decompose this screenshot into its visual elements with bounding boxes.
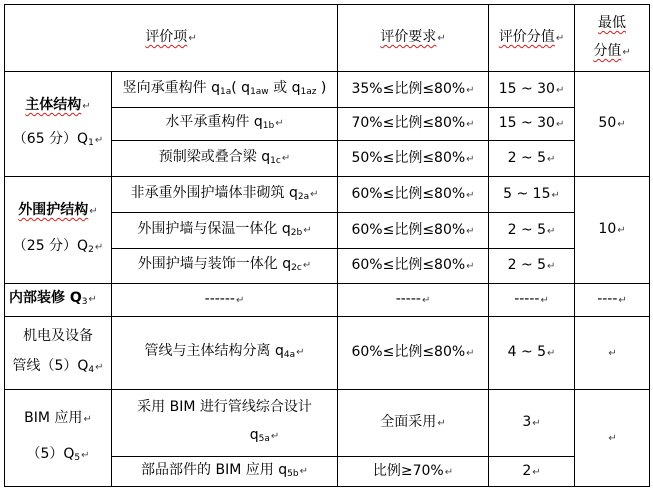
item-text: ------ [204,291,235,307]
para-mark: ↵ [547,261,556,272]
header-min-line2: 分值 [593,43,622,59]
item-sub: 1c [270,155,281,166]
req-cell [338,213,489,249]
req-text: 60%≤比例≤80% [351,344,466,360]
header-min-cell [575,5,650,72]
item-text-line2: q [249,427,259,443]
req-cell [338,457,489,487]
group-name-cell [5,390,112,487]
item-sub: 2b [290,227,303,238]
req-text: 60%≤比例≤80% [351,257,466,273]
para-mark: ↵ [540,295,549,306]
item-mid: 或 q [268,79,301,96]
para-mark: ↵ [617,225,626,236]
req-cell [338,284,489,317]
para-mark: ↵ [466,153,475,165]
item-cell [112,284,338,317]
item-sub: 5a [258,434,270,444]
score-cell [489,457,575,487]
group-weight-sub: 2 [88,245,94,255]
para-mark: ↵ [608,348,617,359]
item-cell [112,390,338,457]
min-cell [575,72,650,177]
para-mark: ↵ [618,295,627,306]
para-mark: ↵ [303,224,312,236]
para-mark: ↵ [617,119,626,130]
para-mark: ↵ [82,101,91,112]
para-mark: ↵ [547,348,556,359]
para-mark: ↵ [299,465,308,477]
score-cell [489,284,575,317]
para-mark: ↵ [466,225,475,237]
min-text: ---- [597,291,618,307]
min-cell [575,317,650,390]
item-text: 外围护墙与装饰一体化 q [137,256,292,272]
item-sub: 1az [300,86,317,97]
item-text: 非承重外围护墙体非砌筑 q [130,184,298,201]
group-name-line1: 机电及设备 [23,328,93,344]
header-row [5,5,650,72]
item-cell [112,317,338,390]
req-text: 50%≤比例≤80% [351,149,466,166]
para-mark: ↵ [547,225,556,237]
evaluation-table [4,4,650,487]
para-mark: ↵ [421,295,431,306]
score-cell [489,108,575,141]
item-sub: 5b [287,468,299,479]
min-cell [575,284,650,317]
para-mark: ↵ [88,294,97,305]
score-text: 3 [522,414,532,430]
item-sub: 1b [262,121,275,131]
req-cell [338,249,489,284]
group-name: 主体结构 [25,97,82,113]
group-name-cell [5,72,112,177]
group-name-sub: 4 [88,365,95,375]
para-mark: ↵ [94,135,104,146]
item-text: 外围护墙与保温一体化 q [137,220,291,237]
score-text: 4 ~ 5 [507,344,547,360]
group-name: 内部装修 Q [9,290,82,306]
para-mark: ↵ [437,33,446,44]
header-requirement: 评价要求 [380,29,437,45]
score-text: 2 ~ 5 [507,149,547,166]
para-mark: ↵ [622,47,631,58]
para-mark: ↵ [94,242,104,253]
item-text: 水平承重构件 q [165,114,263,130]
group-name-line1: BIM 应用 [24,410,83,426]
item-cell [112,177,338,213]
score-cell [489,177,575,213]
group-name-cell [5,284,112,317]
item-cell [112,141,338,177]
para-mark: ↵ [444,466,454,478]
para-mark: ↵ [555,84,565,96]
req-text: 60%≤比例≤80% [351,221,466,238]
table-row [5,317,650,390]
item-text: 竖向承重构件 q [122,79,220,96]
req-text: 60%≤比例≤80% [351,185,466,202]
para-mark: ↵ [296,347,305,358]
group-name-line2: （5）Q [26,446,75,462]
header-min-line1: 最低 [598,15,627,31]
min-text: 10 [598,221,617,237]
para-mark: ↵ [532,466,541,478]
table-row [5,72,650,108]
req-text: 全面采用 [380,414,437,430]
para-mark: ↵ [547,153,556,165]
para-mark: ↵ [83,414,92,425]
para-mark: ↵ [532,418,541,429]
para-mark: ↵ [466,189,475,201]
score-text: 15 ~ 30 [498,80,555,97]
req-cell [338,390,489,457]
item-cell [112,72,338,108]
header-score: 评价分值 [498,29,555,45]
item-cell [112,457,338,487]
req-cell [338,72,489,108]
para-mark: ↵ [466,84,475,96]
score-cell [489,213,575,249]
group-name-cell [5,177,112,284]
req-cell [338,141,489,177]
para-mark: ↵ [95,362,104,373]
para-mark: ↵ [81,450,90,461]
group-name-line2: 管线（5）Q [12,358,89,374]
item-text: 预制梁或叠合梁 q [158,148,271,165]
req-text: 70%≤比例≤80% [351,115,466,131]
table-row [5,390,650,457]
req-cell [338,177,489,213]
score-text: 15 ~ 30 [498,115,555,131]
req-text: 比例≥70% [372,462,444,479]
header-score-cell [489,5,575,72]
req-text: 35%≤比例≤80% [351,80,466,97]
score-text: ----- [514,291,540,307]
score-text: 2 [522,462,532,479]
score-cell [489,249,575,284]
req-cell [338,317,489,390]
para-mark: ↵ [466,119,475,130]
header-item-cell [5,5,338,72]
para-mark: ↵ [555,119,565,130]
item-tail: ( q [231,79,251,96]
item-sub: 1a [220,86,232,97]
table-row [5,284,650,317]
min-cell [575,390,650,487]
score-text: 5 ~ 15 [503,185,551,202]
score-cell [489,141,575,177]
item-sub: 2a [297,191,310,202]
item-sub: 1aw [250,86,269,97]
table-row [5,177,650,213]
group-name-sub: 3 [81,297,88,307]
item-sub: 2c [291,263,302,273]
min-cell [575,177,650,284]
score-cell [489,72,575,108]
item-text: 部品部件的 BIM 应用 q [141,461,288,478]
para-mark: ↵ [555,33,565,44]
para-mark: ↵ [437,418,446,429]
group-name: 外围护结构 [18,202,89,218]
req-text: ----- [395,291,421,307]
para-mark: ↵ [270,431,280,442]
group-weight: （25 分）Q [12,238,89,254]
para-mark: ↵ [466,261,475,272]
score-cell [489,317,575,390]
item-end: ) [316,79,327,96]
score-cell [489,390,575,457]
para-mark: ↵ [235,295,245,306]
item-cell [112,108,338,141]
min-text: 50 [598,115,617,131]
para-mark: ↵ [466,348,475,359]
para-mark: ↵ [89,206,98,217]
score-text: 2 ~ 5 [507,221,547,238]
para-mark: ↵ [551,189,560,201]
para-mark: ↵ [275,118,284,129]
group-weight: （65 分）Q [12,131,89,147]
item-cell [112,213,338,249]
para-mark: ↵ [302,260,312,271]
item-text-line1: 采用 BIM 进行管线综合设计 [137,399,312,415]
score-text: 2 ~ 5 [507,257,547,273]
group-name-cell [5,317,112,390]
req-cell [338,108,489,141]
item-sub: 4a [283,350,296,360]
para-mark: ↵ [188,33,197,44]
para-mark: ↵ [310,188,319,200]
item-cell [112,249,338,284]
para-mark: ↵ [608,433,617,444]
group-weight-sub: 1 [88,138,94,148]
group-name-sub: 5 [74,453,81,463]
para-mark: ↵ [281,152,291,164]
header-requirement-cell [338,5,489,72]
header-item: 评价项 [145,29,188,45]
item-text: 管线与主体结构分离 q [144,343,284,359]
